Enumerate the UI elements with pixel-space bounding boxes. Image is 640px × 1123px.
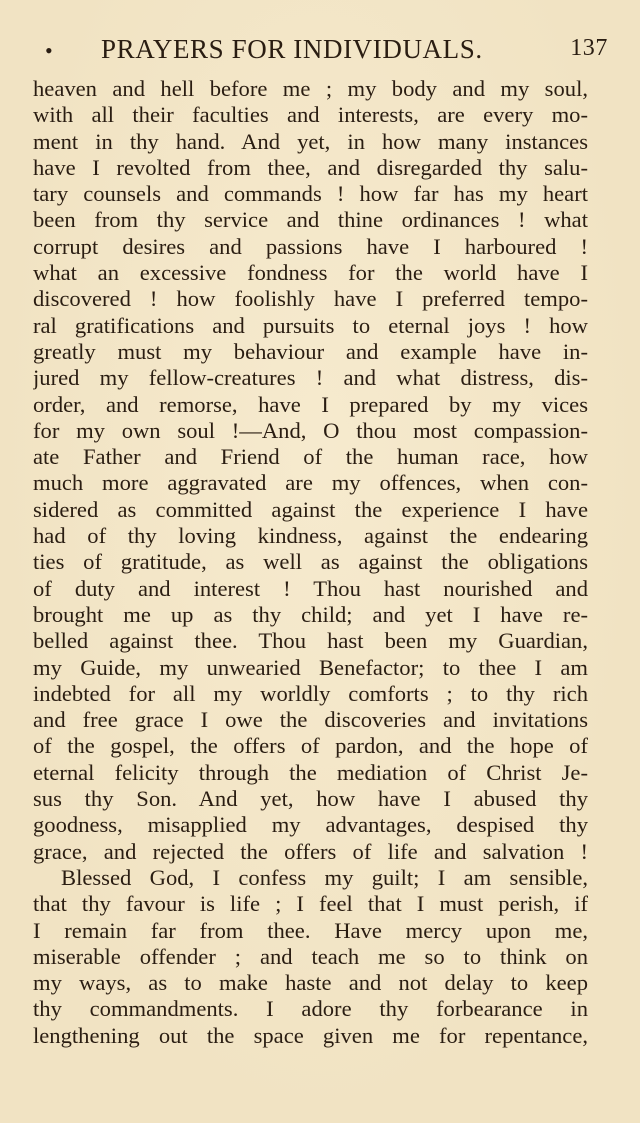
- text-line: what an excessive fondness for the world have I: [33, 260, 588, 286]
- text-line: of the gospel, the offers of pardon, and the hope of: [33, 733, 588, 759]
- text-line: sus thy Son. And yet, how have I abused thy: [33, 786, 588, 812]
- text-line: greatly must my behaviour and example have in-: [33, 338, 588, 364]
- text-line: grace, and rejected the offers of life and salvation !: [33, 838, 588, 864]
- text-line: brought me up as thy child; and yet I have re-: [33, 601, 588, 627]
- text-line: belled against thee. Thou hast been my Guardian,: [33, 628, 588, 654]
- text-line: thy commandments. I adore thy forbearance in: [33, 996, 588, 1022]
- header-marker: •: [45, 38, 54, 63]
- text-line: order, and remorse, have I prepared by my vices: [33, 391, 588, 417]
- text-line: been from thy service and thine ordinances ! what: [33, 207, 588, 233]
- text-line: miserable offender ; and teach me so to think on: [33, 943, 588, 969]
- paragraph-2: [33, 865, 588, 1049]
- text-line: with all their faculties and interests, are every mo-: [33, 102, 588, 128]
- text-line: have I revolted from thee, and disregarded thy salu-: [33, 154, 588, 180]
- text-line: had of thy loving kindness, against the endearing: [33, 523, 588, 549]
- text-line: Blessed God, I confess my guilt; I am sensible,: [61, 864, 588, 890]
- text-line: and free grace I owe the discoveries and invitations: [33, 707, 588, 733]
- text-line: sidered as committed against the experience I have: [33, 496, 588, 522]
- text-line: indebted for all my worldly comforts ; to thy rich: [33, 680, 588, 706]
- running-title: PRAYERS FOR INDIVIDUALS.: [101, 34, 483, 64]
- text-line: jured my fellow-creatures ! and what distress, dis-: [33, 365, 588, 391]
- text-line: that thy favour is life ; I feel that I must perish, if: [33, 891, 588, 917]
- text-line: discovered ! how foolishly have I preferred tempo-: [33, 286, 588, 312]
- text-line: goodness, misapplied my advantages, despised thy: [33, 812, 588, 838]
- text-line: ral gratifications and pursuits to eternal joys ! how: [33, 312, 588, 338]
- text-line: lengthening out the space given me for repentance,: [33, 1022, 588, 1048]
- text-line: my ways, as to make haste and not delay to keep: [33, 970, 588, 996]
- text-line: eternal felicity through the mediation of Christ Je-: [33, 759, 588, 785]
- text-line: corrupt desires and passions have I harboured !: [33, 233, 588, 259]
- text-line: my Guide, my unwearied Benefactor; to thee I am: [33, 654, 588, 680]
- running-header: [33, 30, 608, 76]
- text-line: tary counsels and commands ! how far has my heart: [33, 181, 588, 207]
- page-number: 137: [570, 35, 608, 61]
- text-line: ment in thy hand. And yet, in how many instances: [33, 128, 588, 154]
- paragraph-1: [33, 76, 588, 865]
- text-line: of duty and interest ! Thou hast nourished and: [33, 575, 588, 601]
- text-line: ties of gratitude, as well as against the obligations: [33, 549, 588, 575]
- text-line: I remain far from thee. Have mercy upon me,: [33, 917, 588, 943]
- body-text: [33, 76, 588, 1049]
- text-line: heaven and hell before me ; my body and my soul,: [33, 76, 588, 101]
- text-line: for my own soul !—And, O thou most compassion-: [33, 417, 588, 443]
- text-line: ate Father and Friend of the human race, how: [33, 444, 588, 470]
- text-line: much more aggravated are my offences, when con-: [33, 470, 588, 496]
